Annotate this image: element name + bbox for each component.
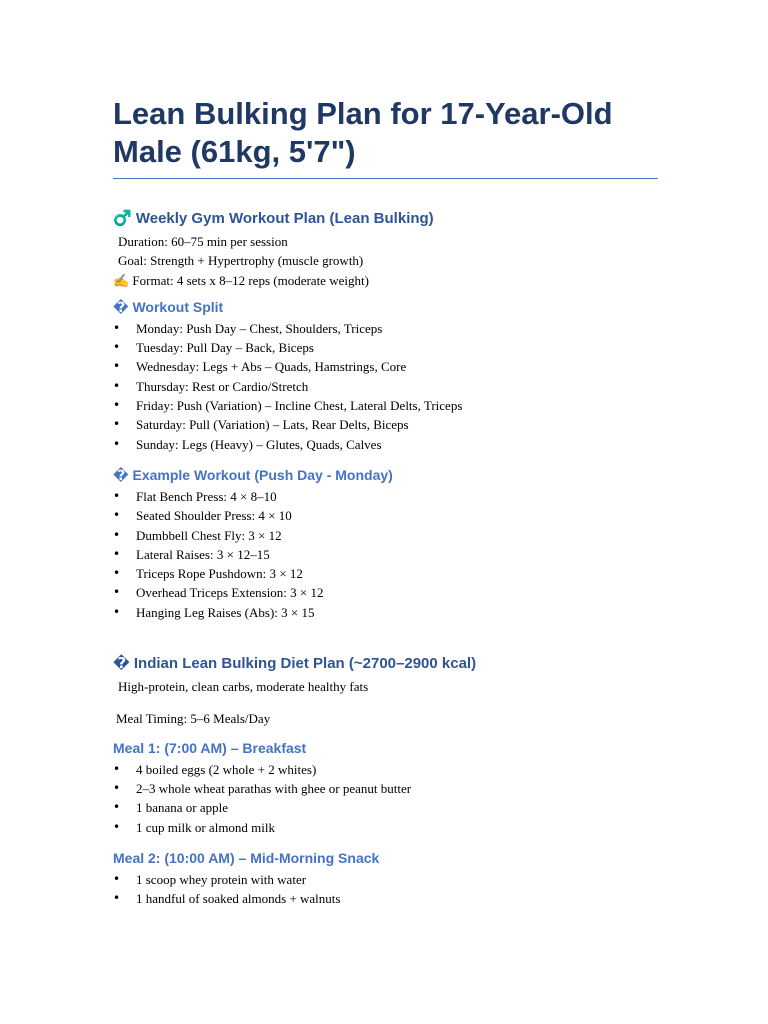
- list-item: • Thursday: Rest or Cardio/Stretch: [113, 377, 658, 396]
- list-item: • 1 banana or apple: [113, 798, 658, 817]
- list-item: • Lateral Raises: 3 × 12–15: [113, 545, 658, 564]
- workout-plan-heading: ♂️ Weekly Gym Workout Plan (Lean Bulking): [113, 210, 434, 227]
- list-item: • Flat Bench Press: 4 × 8–10: [113, 487, 658, 506]
- list-item: • Dumbbell Chest Fly: 3 × 12: [113, 526, 658, 545]
- list-item: • 1 scoop whey protein with water: [113, 870, 658, 889]
- workout-info: [113, 232, 658, 290]
- list-item: • Triceps Rope Pushdown: 3 × 12: [113, 564, 658, 583]
- list-item: • 1 handful of soaked almonds + walnuts: [113, 889, 658, 908]
- workout-split-list: [113, 319, 658, 454]
- list-item: • Seated Shoulder Press: 4 × 10: [113, 506, 658, 525]
- list-item: • Wednesday: Legs + Abs – Quads, Hamstrings, Core: [113, 357, 658, 376]
- workout-split-heading: � Workout Split: [113, 298, 224, 315]
- list-item: • Overhead Triceps Extension: 3 × 12: [113, 583, 658, 602]
- example-workout-list: [113, 487, 658, 622]
- list-item: • Monday: Push Day – Chest, Shoulders, Triceps: [113, 319, 658, 338]
- meal-1-list: [113, 760, 658, 837]
- meal-1-heading: Meal 1: (7:00 AM) – Breakfast: [113, 739, 307, 756]
- meal-timing: Meal Timing: 5–6 Meals/Day: [116, 711, 271, 727]
- list-item: • Tuesday: Pull Day – Back, Biceps: [113, 338, 658, 357]
- goal-line: Goal: Strength + Hypertrophy (muscle growth): [118, 253, 364, 269]
- list-item: • 4 boiled eggs (2 whole + 2 whites): [113, 760, 658, 779]
- meal-2-heading: Meal 2: (10:00 AM) – Mid-Morning Snack: [113, 849, 380, 866]
- list-item: • Saturday: Pull (Variation) – Lats, Rear Delts, Biceps: [113, 415, 658, 434]
- diet-subtitle: High-protein, clean carbs, moderate healthy fats: [118, 679, 369, 695]
- format-line: ✍ Format: 4 sets x 8–12 reps (moderate weight): [113, 272, 369, 288]
- list-item: • 2–3 whole wheat parathas with ghee or peanut butter: [113, 779, 658, 798]
- document-page: [113, 95, 658, 908]
- document-title: Lean Bulking Plan for 17-Year-Old Male (61kg, 5'7"): [113, 95, 658, 179]
- list-item: • Sunday: Legs (Heavy) – Glutes, Quads, Calves: [113, 435, 658, 454]
- duration-line: Duration: 60–75 min per session: [118, 234, 288, 249]
- diet-plan-heading: � Indian Lean Bulking Diet Plan (~2700–2900 kcal): [113, 655, 477, 673]
- meal-2-list: [113, 870, 658, 909]
- list-item: • Hanging Leg Raises (Abs): 3 × 15: [113, 603, 658, 622]
- list-item: • 1 cup milk or almond milk: [113, 818, 658, 837]
- example-workout-heading: � Example Workout (Push Day - Monday): [113, 466, 393, 483]
- list-item: • Friday: Push (Variation) – Incline Chest, Lateral Delts, Triceps: [113, 396, 658, 415]
